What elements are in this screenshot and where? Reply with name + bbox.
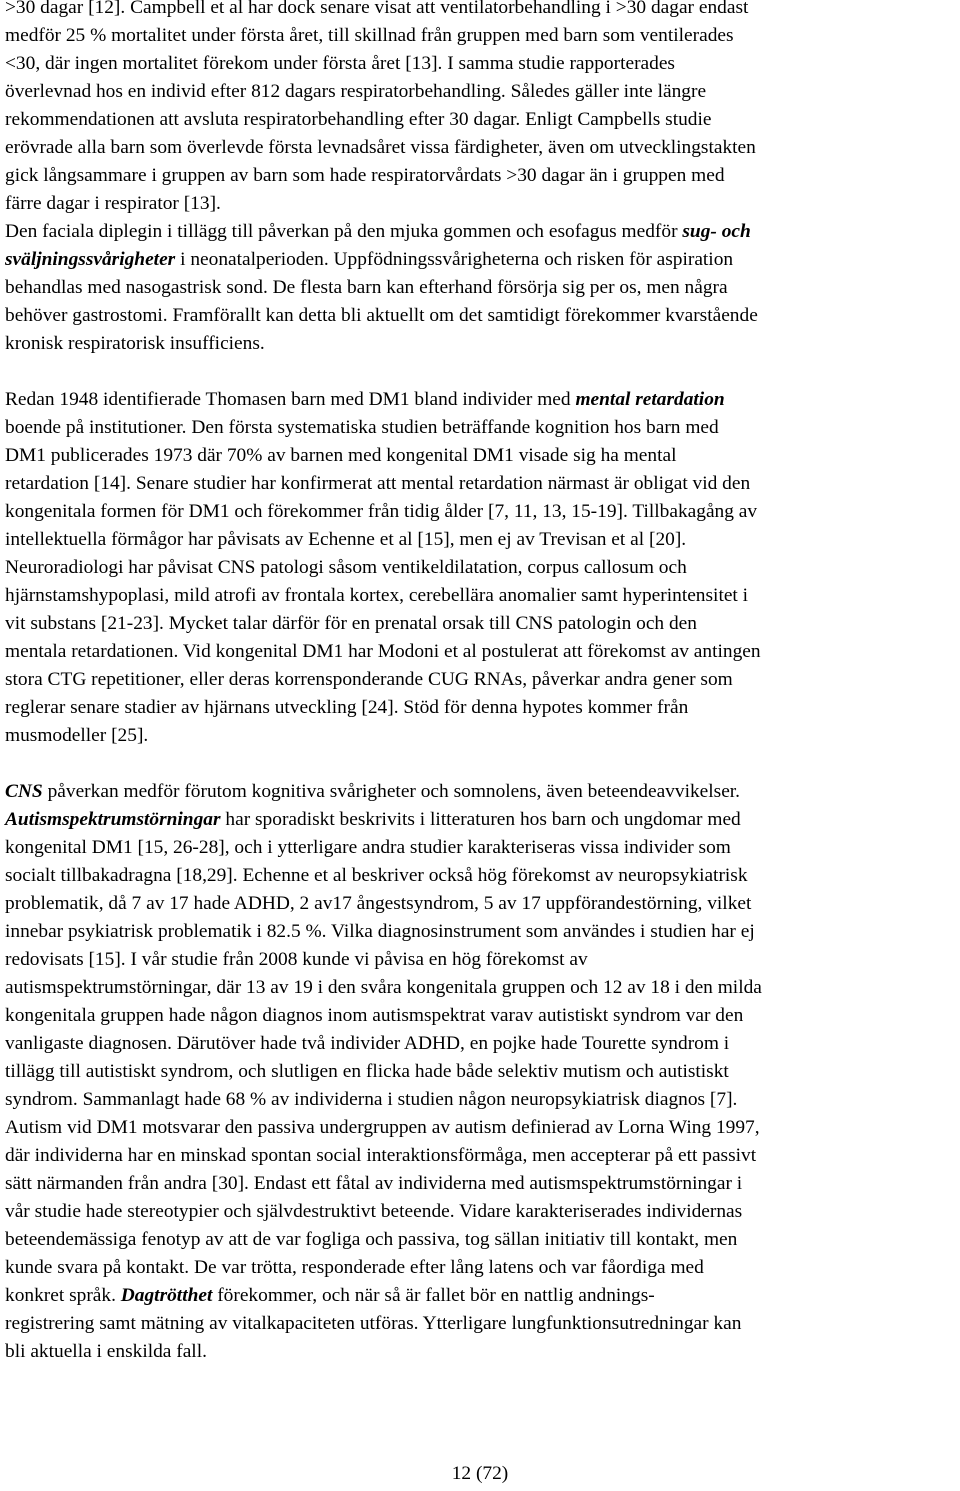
text-line	[5, 694, 955, 722]
text-line	[5, 526, 955, 554]
text-line	[5, 1142, 955, 1170]
text-line	[5, 1282, 955, 1310]
text-run: registrering samt mätning av vitalkapaciteten utföras. Ytterligare lungfunktionsutredningar kan	[5, 1313, 742, 1334]
text-run: socialt tillbakadragna [18,29]. Echenne et al beskriver också hög förekomst av neuropsykiatrisk	[5, 865, 748, 886]
emphasized-term: Dagtrötthet	[120, 1285, 213, 1306]
text-line	[5, 1338, 955, 1366]
text-run: vanligaste diagnosen. Därutöver hade två individer ADHD, en pojke hade Tourette syndrom i	[5, 1033, 730, 1054]
paragraph	[5, 386, 955, 750]
emphasized-term: mental retardation	[575, 389, 725, 410]
text-run: hjärnstamshypoplasi, mild atrofi av frontala kortex, cerebellära anomalier samt hyperintensitet i	[5, 585, 749, 606]
paragraph	[5, 0, 955, 358]
text-run: <30, där ingen mortalitet förekom under första året [13]. I samma studie rapporterades	[5, 53, 675, 74]
text-run: vit substans [21-23]. Mycket talar därför för en prenatal orsak till CNS patologin och den	[5, 613, 697, 634]
text-run: intellektuella förmågor har påvisats av Echenne et al [15], men ej av Trevisan et al [20].	[5, 529, 687, 550]
text-run: >30 dagar [12]. Campbell et al har dock senare visat att ventilatorbehandling i >30 dagar endast	[5, 0, 749, 18]
text-line	[5, 218, 955, 246]
text-line	[5, 1198, 955, 1226]
text-line	[5, 0, 955, 22]
text-line	[5, 834, 955, 862]
text-run: kronisk respiratorisk insufficiens.	[5, 333, 265, 354]
text-line	[5, 666, 955, 694]
text-line	[5, 582, 955, 610]
emphasized-term: sug- och	[682, 221, 751, 242]
document-body	[5, 0, 955, 1366]
text-run: i neonatalperioden. Uppfödningssvårigheterna och risken för aspiration	[175, 249, 734, 270]
text-line	[5, 414, 955, 442]
text-line	[5, 134, 955, 162]
text-line	[5, 946, 955, 974]
text-line	[5, 722, 955, 750]
text-line	[5, 1086, 955, 1114]
text-run: där individerna har en minskad spontan social interaktionsförmåga, men accepterar på ett passivt	[5, 1145, 757, 1166]
text-line	[5, 78, 955, 106]
text-line	[5, 22, 955, 50]
text-run: tillägg till autistiskt syndrom, och slutligen en flicka hade både selektiv mutism och autistiskt	[5, 1061, 729, 1082]
text-run: retardation [14]. Senare studier har konfirmerat att mental retardation närmast är obligat vid den	[5, 473, 751, 494]
text-run: Neuroradiologi har påvisat CNS patologi såsom ventikeldilatation, corpus callosum och	[5, 557, 687, 578]
text-line	[5, 302, 955, 330]
text-run: autismspektrumstörningar, där 13 av 19 i den svåra kongenitala gruppen och 12 av 18 i den milda	[5, 977, 762, 998]
text-line	[5, 1114, 955, 1142]
text-line	[5, 246, 955, 274]
text-run: kongenitala gruppen hade någon diagnos inom autismspektrat varav autistiskt syndrom var den	[5, 1005, 744, 1026]
text-run: kunde svara på kontakt. De var trötta, responderade efter lång latens och var fåordiga med	[5, 1257, 704, 1278]
text-line	[5, 890, 955, 918]
text-run: Redan 1948 identifierade Thomasen barn med DM1 bland individer med	[5, 389, 576, 410]
text-run: har sporadiskt beskrivits i litteraturen hos barn och ungdomar med	[220, 809, 741, 830]
text-line	[5, 806, 955, 834]
text-run: konkret språk.	[5, 1285, 121, 1306]
text-run: beteendemässiga fenotyp av att de var fogliga och passiva, tog sällan initiativ till kontakt, men	[5, 1229, 738, 1250]
text-line	[5, 470, 955, 498]
text-run: behöver gastrostomi. Framförallt kan detta bli aktuellt om det samtidigt förekommer kvarstående	[5, 305, 758, 326]
text-run: mentala retardationen. Vid kongenital DM1 har Modoni et al postulerat att förekomst av antingen	[5, 641, 761, 662]
text-line	[5, 50, 955, 78]
text-line	[5, 1030, 955, 1058]
text-line	[5, 498, 955, 526]
text-line	[5, 190, 955, 218]
text-line	[5, 162, 955, 190]
text-line	[5, 610, 955, 638]
text-run: vår studie hade stereotypier och självdestruktivt beteende. Vidare karakteriserades individernas	[5, 1201, 743, 1222]
text-line	[5, 918, 955, 946]
emphasized-term: Autismspektrumstörningar	[5, 809, 221, 830]
text-run: bli aktuella i enskilda fall.	[5, 1341, 207, 1362]
text-run: gick långsammare i gruppen av barn som hade respiratorvårdats >30 dagar än i gruppen med	[5, 165, 725, 186]
text-line	[5, 554, 955, 582]
text-run: innebar psykiatrisk problematik i 82.5 %. Vilka diagnosinstrument som användes i studien har ej	[5, 921, 755, 942]
page-number: 12 (72)	[451, 1463, 509, 1484]
text-run: musmodeller [25].	[5, 725, 149, 746]
text-line	[5, 274, 955, 302]
text-line	[5, 862, 955, 890]
text-run: boende på institutioner. Den första systematiska studien beträffande kognition hos barn med	[5, 417, 719, 438]
text-line	[5, 638, 955, 666]
text-run: stora CTG repetitioner, eller deras korrensponderande CUG RNAs, påverkar andra gener som	[5, 669, 733, 690]
paragraph-gap	[5, 750, 955, 778]
text-run: sätt närmanden från andra [30]. Endast ett fåtal av individerna med autismspektrumstörningar i	[5, 1173, 743, 1194]
text-line	[5, 106, 955, 134]
text-line	[5, 974, 955, 1002]
emphasized-term: CNS	[5, 781, 43, 802]
text-run: behandlas med nasogastrisk sond. De flesta barn kan efterhand försörja sig per os, men några	[5, 277, 728, 298]
text-run: Autism vid DM1 motsvarar den passiva undergruppen av autism definierad av Lorna Wing 1997,	[5, 1117, 760, 1138]
text-run: kongenitala formen för DM1 och förekommer från tidig ålder [7, 11, 13, 15-19]. Tillbakagång av	[5, 501, 758, 522]
text-line	[5, 330, 955, 358]
text-run: medför 25 % mortalitet under första året, till skillnad från gruppen med barn som ventilerades	[5, 25, 734, 46]
text-run: överlevnad hos en individ efter 812 dagars respiratorbehandling. Således gäller inte längre	[5, 81, 707, 102]
text-line	[5, 1310, 955, 1338]
text-line	[5, 778, 955, 806]
text-line	[5, 442, 955, 470]
document-page	[5, 0, 955, 1366]
text-run: redovisats [15]. I vår studie från 2008 kunde vi påvisa en hög förekomst av	[5, 949, 588, 970]
text-run: DM1 publicerades 1973 där 70% av barnen med kongenital DM1 visade sig ha mental	[5, 445, 677, 466]
text-line	[5, 386, 955, 414]
text-line	[5, 1058, 955, 1086]
text-run: påverkan medför förutom kognitiva svårigheter och somnolens, även beteendeavvikelser.	[42, 781, 741, 802]
text-run: förekommer, och när så är fallet bör en nattlig andnings-	[212, 1285, 655, 1306]
paragraph	[5, 778, 955, 1366]
paragraph-gap	[5, 358, 955, 386]
text-line	[5, 1254, 955, 1282]
text-line	[5, 1002, 955, 1030]
text-run: erövrade alla barn som överlevde första levnadsåret vissa färdigheter, även om utvecklingstakten	[5, 137, 756, 158]
text-run: rekommendationen att avsluta respiratorbehandling efter 30 dagar. Enligt Campbells studie	[5, 109, 712, 130]
text-line	[5, 1226, 955, 1254]
text-run: reglerar senare stadier av hjärnans utveckling [24]. Stöd för denna hypotes kommer från	[5, 697, 689, 718]
text-run: problematik, då 7 av 17 hade ADHD, 2 av17 ångestsyndrom, 5 av 17 uppförandestörning, vilket	[5, 893, 752, 914]
emphasized-term: sväljningssvårigheter	[5, 249, 176, 270]
text-line	[5, 1170, 955, 1198]
text-run: färre dagar i respirator [13].	[5, 193, 221, 214]
text-run: Den faciala diplegin i tillägg till påverkan på den mjuka gommen och esofagus medför	[5, 221, 683, 242]
text-run: syndrom. Sammanlagt hade 68 % av individerna i studien någon neuropsykiatrisk diagnos [7].	[5, 1089, 738, 1110]
text-run: kongenital DM1 [15, 26-28], och i ytterligare andra studier karakteriseras vissa individer som	[5, 837, 731, 858]
